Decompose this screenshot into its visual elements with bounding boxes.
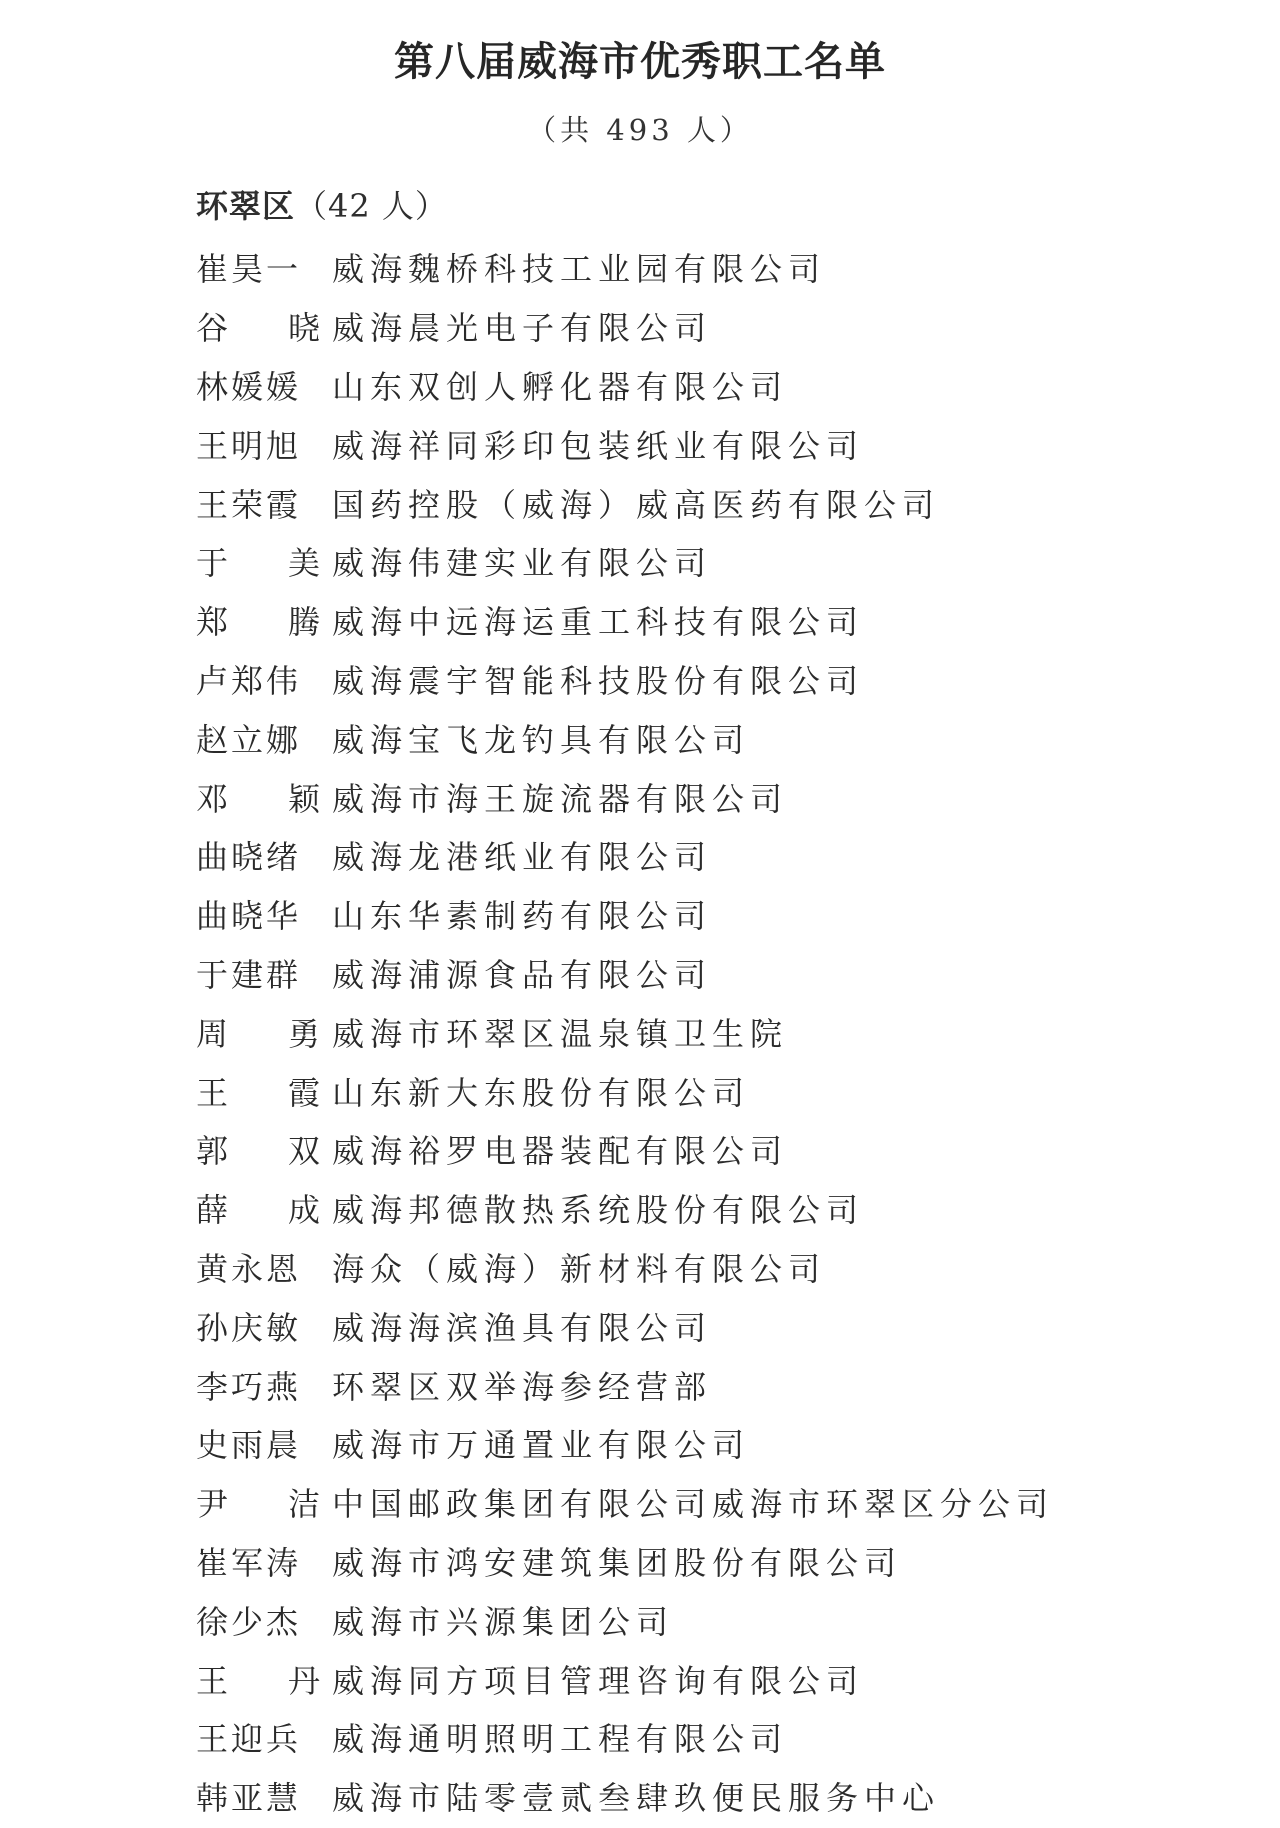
list-item [196,946,1236,1005]
organization-name: 山东华素制药有限公司 [332,897,713,936]
list-item [196,1298,1236,1357]
organization-name: 山东双创人孵化器有限公司 [332,367,789,406]
organization-name: 威海同方项目管理咨询有限公司 [332,1661,865,1700]
person-name: 于 美 [196,544,320,583]
person-name: 徐少杰 [196,1602,302,1641]
person-name: 黄永恩 [196,1249,302,1288]
organization-name: 威海邦德散热系统股份有限公司 [332,1191,865,1230]
person-name: 史雨晨 [196,1426,302,1465]
organization-name: 威海宝飞龙钓具有限公司 [332,720,751,759]
person-name: 林媛媛 [196,367,302,406]
organization-name: 威海市海王旋流器有限公司 [332,779,789,818]
list-item [196,652,1236,711]
organization-name: 威海震宇智能科技股份有限公司 [332,661,865,700]
list-item [196,1004,1236,1063]
list-item [196,1651,1236,1710]
document-subtitle: （共 493 人） [527,113,753,147]
organization-name: 中国邮政集团有限公司威海市环翠区分公司 [332,1485,1055,1524]
person-name: 王 丹 [196,1661,320,1700]
list-item [196,1534,1236,1593]
organization-name: 威海祥同彩印包装纸业有限公司 [332,426,865,465]
list-item [196,534,1236,593]
organization-name: 威海海滨渔具有限公司 [332,1308,713,1347]
person-name: 薛 成 [196,1191,320,1230]
organization-name: 威海市万通置业有限公司 [332,1426,751,1465]
person-name: 孙庆敏 [196,1308,302,1347]
person-name: 郭 双 [196,1132,320,1171]
organization-name: 海众（威海）新材料有限公司 [332,1249,827,1288]
organization-name: 威海伟建实业有限公司 [332,544,713,583]
person-name: 尹 洁 [196,1485,320,1524]
organization-name: 威海市兴源集团公司 [332,1602,675,1641]
organization-name: 威海通明照明工程有限公司 [332,1720,789,1759]
list-item [196,1122,1236,1181]
section-heading [196,182,448,230]
list-item [196,1769,1236,1828]
person-name: 曲晓绪 [196,838,302,877]
list-item [196,416,1236,475]
list-item [196,1357,1236,1416]
person-name: 卢郑伟 [196,661,302,700]
list-item [196,1063,1236,1122]
section-name: 环翠区 [196,187,296,225]
person-name: 邓 颖 [196,779,320,818]
list-item [196,240,1236,299]
person-name: 韩亚慧 [196,1779,302,1818]
list-item [196,1592,1236,1651]
person-name: 谷 晓 [196,309,320,348]
organization-name: 威海市陆零壹贰叁肆玖便民服务中心 [332,1779,941,1818]
person-name: 李巧燕 [196,1367,302,1406]
list-item [196,1710,1236,1769]
person-name: 于建群 [196,955,302,994]
roster-list [196,240,1236,1828]
organization-name: 山东新大东股份有限公司 [332,1073,751,1112]
organization-name: 威海裕罗电器装配有限公司 [332,1132,789,1171]
person-name: 郑 腾 [196,603,320,642]
organization-name: 国药控股（威海）威高医药有限公司 [332,485,941,524]
organization-name: 威海中远海运重工科技有限公司 [332,603,865,642]
person-name: 崔昊一 [196,250,302,289]
person-name: 崔军涛 [196,1543,302,1582]
person-name: 王荣霞 [196,485,302,524]
list-item [196,1416,1236,1475]
list-item [196,358,1236,417]
person-name: 王 霞 [196,1073,320,1112]
organization-name: 威海市鸿安建筑集团股份有限公司 [332,1543,903,1582]
person-name: 王明旭 [196,426,302,465]
person-name: 赵立娜 [196,720,302,759]
organization-name: 威海龙港纸业有限公司 [332,838,713,877]
organization-name: 威海浦源食品有限公司 [332,955,713,994]
list-item [196,593,1236,652]
list-item [196,299,1236,358]
section-count: （42 人） [295,187,448,225]
organization-name: 威海市环翠区温泉镇卫生院 [332,1014,789,1053]
list-item [196,1240,1236,1299]
list-item [196,710,1236,769]
organization-name: 威海魏桥科技工业园有限公司 [332,250,827,289]
list-item [196,828,1236,887]
list-item [196,1475,1236,1534]
person-name: 曲晓华 [196,897,302,936]
list-item [196,887,1236,946]
person-name: 周 勇 [196,1014,320,1053]
organization-name: 威海晨光电子有限公司 [332,309,713,348]
list-item [196,769,1236,828]
list-item [196,475,1236,534]
person-name: 王迎兵 [196,1720,302,1759]
document-title: 第八届威海市优秀职工名单 [394,38,886,85]
organization-name: 环翠区双举海参经营部 [332,1367,713,1406]
list-item [196,1181,1236,1240]
